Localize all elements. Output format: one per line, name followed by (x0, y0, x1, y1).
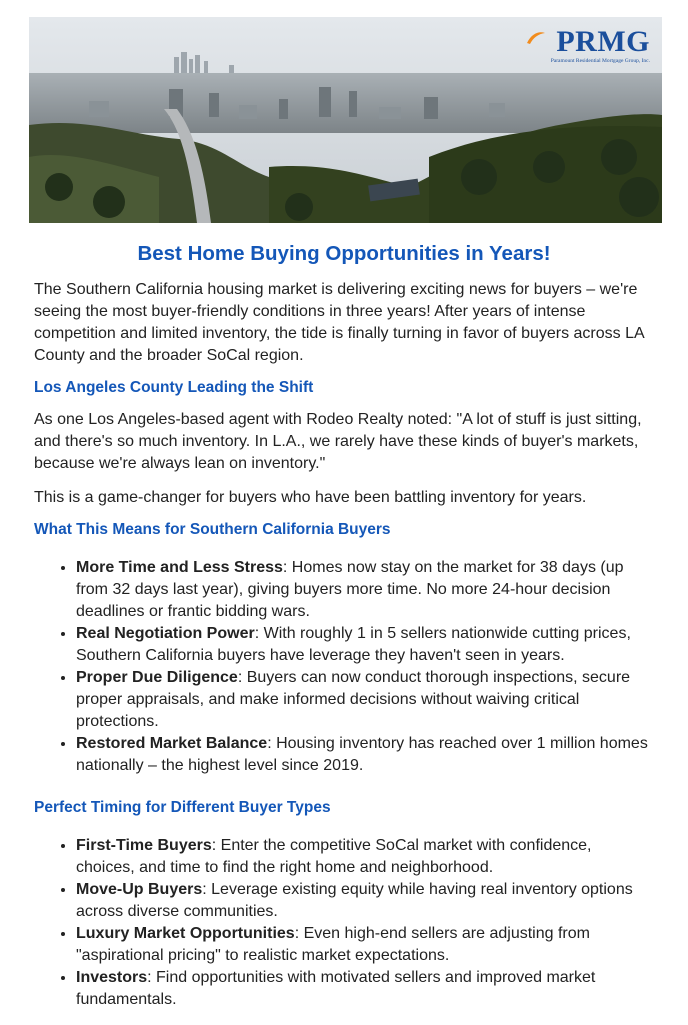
game-changer-paragraph: This is a game-changer for buyers who have been battling inventory for years. (34, 489, 587, 506)
list-item (76, 667, 654, 733)
list-item-text: : Buyers can now conduct thorough inspections, secure proper appraisals, and make informed decisions without waiving critical protections. (76, 669, 631, 730)
list-item-text: : Enter the competitive SoCal market with confidence, choices, and time to find the right home and neighborhood. (76, 837, 592, 876)
list-item (76, 835, 654, 879)
list-item-text: : Even high-end sellers are adjusting from "aspirational pricing" to realistic market expectations. (76, 925, 590, 964)
list-item-title: Move-Up Buyers (76, 881, 203, 898)
logo-swoosh-icon (526, 31, 546, 45)
list-item (76, 879, 654, 923)
buyer-types-list (34, 835, 654, 1011)
intro-paragraph: The Southern California housing market is delivering exciting news for buyers – we're seeing the most buyer-friendly conditions in three years! After years of intense competition and limited inventory, the tide is finally turning in favor of buyers across LA County and the broader SoCal region. (34, 281, 644, 364)
list-item-text: : Find opportunities with motivated sellers and improved market fundamentals. (76, 969, 596, 1008)
list-item-text: : With roughly 1 in 5 sellers nationwide cutting prices, Southern California buyers have leverage they haven't seen in years. (76, 625, 631, 664)
list-item (76, 557, 654, 623)
buyer-benefits-list (34, 557, 654, 777)
list-item (76, 733, 654, 777)
hero-image (29, 17, 662, 223)
list-item-title: Proper Due Diligence (76, 669, 238, 686)
list-item-text: : Housing inventory has reached over 1 million homes nationally – the highest level since 2019. (76, 735, 648, 774)
list-item-title: Restored Market Balance (76, 735, 268, 752)
list-item-text: : Leverage existing equity while having real inventory options across diverse communities. (76, 881, 633, 920)
agent-quote-paragraph: As one Los Angeles-based agent with Rodeo Realty noted: "A lot of stuff is just sitting, and there's so much inventory. In L.A., we rarely have these kinds of buyer's markets, because we're always lean on inventory." (34, 411, 642, 472)
list-item-title: Luxury Market Opportunities (76, 925, 295, 942)
list-item (76, 967, 654, 1011)
section-heading-la-county: Los Angeles County Leading the Shift (34, 379, 314, 396)
article-content (34, 242, 654, 1025)
logo-subtitle: Paramount Residential Mortgage Group, Inc. (550, 58, 650, 64)
section-heading-buyer-types: Perfect Timing for Different Buyer Types (34, 799, 331, 816)
list-item-title: Investors (76, 969, 148, 986)
logo-text: PRMG (556, 25, 650, 58)
list-item (76, 623, 654, 667)
section-heading-socal-buyers: What This Means for Southern California Buyers (34, 521, 391, 538)
list-item-title: More Time and Less Stress (76, 559, 283, 576)
article-title: Best Home Buying Opportunities in Years! (137, 242, 551, 265)
list-item-title: First-Time Buyers (76, 837, 212, 854)
list-item (76, 923, 654, 967)
prmg-logo (551, 27, 650, 64)
list-item-text: : Homes now stay on the market for 38 days (up from 32 days last year), giving buyers more time. No more 24-hour decision deadlines or frantic bidding wars. (76, 559, 624, 620)
list-item-title: Real Negotiation Power (76, 625, 255, 642)
